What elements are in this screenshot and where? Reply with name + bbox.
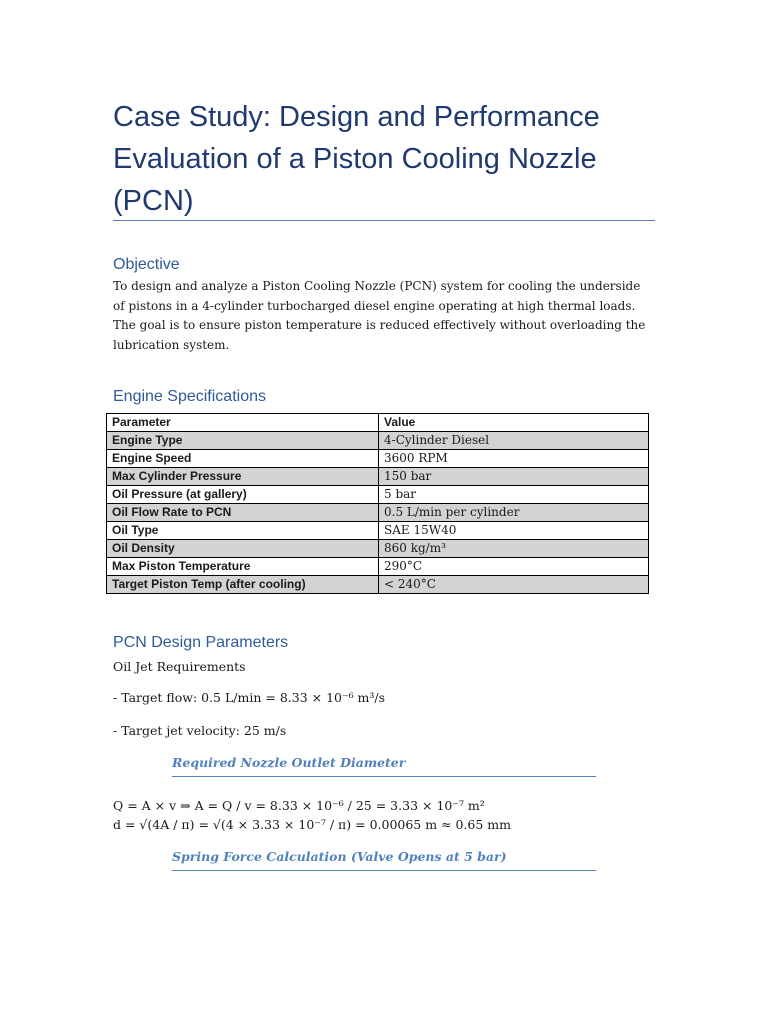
table-row — [107, 450, 649, 468]
param-cell: Target Piston Temp (after cooling) — [107, 576, 379, 594]
nozzle-diameter-divider — [172, 776, 596, 777]
spring-force-heading: Spring Force Calculation (Valve Opens at 5 bar) — [172, 849, 507, 864]
target-flow-line: - Target flow: 0.5 L/min = 8.33 × 10⁻⁶ m³/s — [113, 690, 386, 705]
objective-text: To design and analyze a Piston Cooling Nozzle (PCN) system for cooling the underside of pistons in a 4-cylinder turbocharged diesel engine operating at high thermal loads. The goal is to ensure piston temperature is reduced effectively without overloading the lubrication system. — [113, 279, 646, 352]
value-cell: 0.5 L/min per cylinder — [379, 504, 649, 522]
param-cell: Engine Type — [107, 432, 379, 450]
title-divider — [113, 220, 655, 221]
param-cell: Max Piston Temperature — [107, 558, 379, 576]
param-cell: Oil Flow Rate to PCN — [107, 504, 379, 522]
diameter-equation: d = √(4A / π) = √(4 × 3.33 × 10⁻⁷ / π) = 0.00065 m ≈ 0.65 mm — [113, 817, 512, 832]
table-row — [107, 576, 649, 594]
value-cell: 860 kg/m³ — [379, 540, 649, 558]
table-header-row — [107, 414, 649, 432]
engine-specs-table — [106, 413, 649, 594]
value-cell: 3600 RPM — [379, 450, 649, 468]
table-row — [107, 486, 649, 504]
table-row — [107, 522, 649, 540]
engine-specs-heading: Engine Specifications — [113, 388, 266, 405]
value-cell: 5 bar — [379, 486, 649, 504]
oil-jet-requirements: Oil Jet Requirements — [113, 659, 246, 674]
nozzle-diameter-heading: Required Nozzle Outlet Diameter — [172, 755, 406, 770]
table-row — [107, 558, 649, 576]
param-cell: Max Cylinder Pressure — [107, 468, 379, 486]
value-cell: 290°C — [379, 558, 649, 576]
page-title: Case Study: Design and Performance Evaluation of a Piston Cooling Nozzle (PCN) — [113, 101, 600, 217]
target-velocity-line: - Target jet velocity: 25 m/s — [113, 723, 287, 738]
param-cell: Oil Type — [107, 522, 379, 540]
pcn-design-heading: PCN Design Parameters — [113, 634, 289, 651]
value-cell: SAE 15W40 — [379, 522, 649, 540]
table-row — [107, 504, 649, 522]
param-cell: Oil Pressure (at gallery) — [107, 486, 379, 504]
column-header-value: Value — [379, 414, 649, 432]
area-equation: Q = A × v ⇒ A = Q / v = 8.33 × 10⁻⁶ / 25 = 3.33 × 10⁻⁷ m² — [113, 798, 485, 813]
table-row — [107, 468, 649, 486]
spring-force-divider — [172, 870, 596, 871]
column-header-parameter: Parameter — [107, 414, 379, 432]
value-cell: 150 bar — [379, 468, 649, 486]
table-row — [107, 432, 649, 450]
param-cell: Oil Density — [107, 540, 379, 558]
table-row — [107, 540, 649, 558]
value-cell: 4-Cylinder Diesel — [379, 432, 649, 450]
value-cell: < 240°C — [379, 576, 649, 594]
param-cell: Engine Speed — [107, 450, 379, 468]
objective-heading: Objective — [113, 256, 180, 273]
